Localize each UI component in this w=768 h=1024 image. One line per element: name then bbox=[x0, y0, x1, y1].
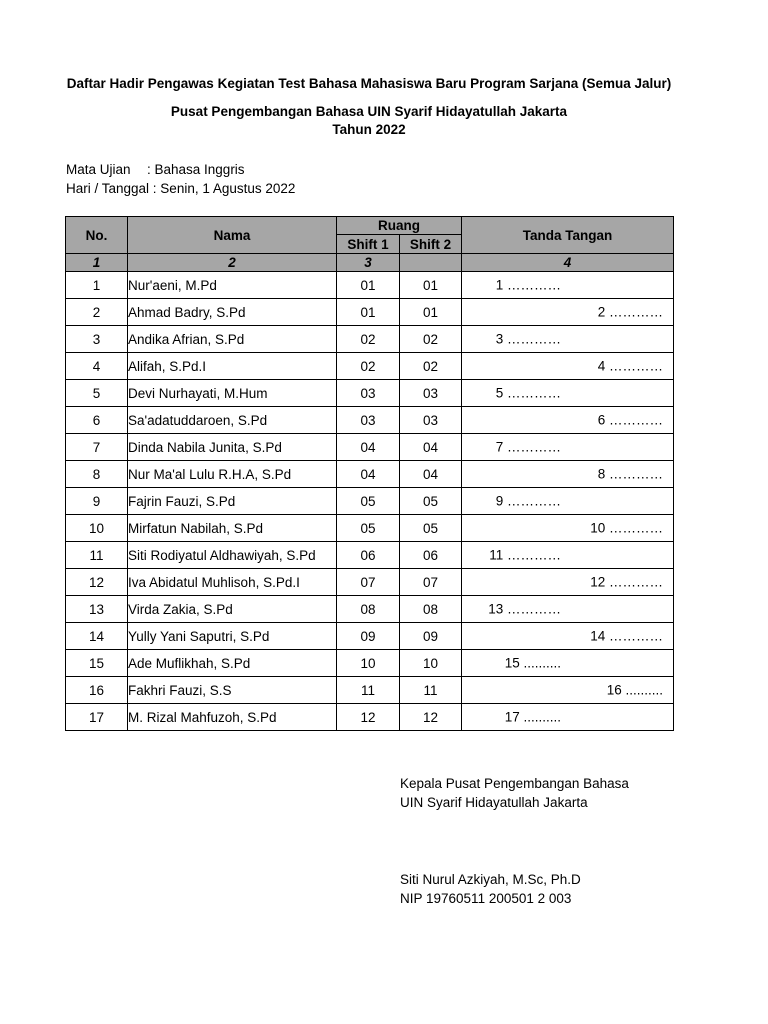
cell-no: 13 bbox=[66, 596, 128, 623]
cell-signature bbox=[462, 569, 674, 596]
signature-slot: 16 .......... bbox=[606, 682, 663, 698]
cell-signature bbox=[462, 650, 674, 677]
cell-no: 1 bbox=[66, 272, 128, 299]
cell-shift2: 03 bbox=[400, 380, 462, 407]
cell-no: 12 bbox=[66, 569, 128, 596]
cell-shift1: 01 bbox=[337, 272, 400, 299]
signature-slot: 4 ………… bbox=[597, 358, 663, 374]
closing-position: Kepala Pusat Pengembangan Bahasa bbox=[400, 776, 629, 791]
cell-shift1: 11 bbox=[337, 677, 400, 704]
cell-signature bbox=[462, 461, 674, 488]
table-row bbox=[66, 677, 674, 704]
cell-shift2: 12 bbox=[400, 704, 462, 731]
cell-shift2: 01 bbox=[400, 299, 462, 326]
signature-slot: 17 .......... bbox=[504, 709, 561, 725]
cell-shift1: 06 bbox=[337, 542, 400, 569]
table-row bbox=[66, 272, 674, 299]
signature-slot: 7 ………… bbox=[495, 439, 561, 455]
cell-shift1: 03 bbox=[337, 407, 400, 434]
cell-shift2: 06 bbox=[400, 542, 462, 569]
cell-no: 2 bbox=[66, 299, 128, 326]
column-number: 1 bbox=[66, 254, 128, 272]
attendance-table bbox=[65, 216, 674, 731]
signature-slot: 2 ………… bbox=[597, 304, 663, 320]
table-row bbox=[66, 299, 674, 326]
cell-signature bbox=[462, 272, 674, 299]
cell-nama: Fajrin Fauzi, S.Pd bbox=[128, 488, 337, 515]
cell-signature bbox=[462, 353, 674, 380]
cell-signature bbox=[462, 677, 674, 704]
cell-no: 6 bbox=[66, 407, 128, 434]
cell-no: 17 bbox=[66, 704, 128, 731]
cell-shift1: 02 bbox=[337, 353, 400, 380]
cell-nama: Iva Abidatul Muhlisoh, S.Pd.I bbox=[128, 569, 337, 596]
cell-signature bbox=[462, 515, 674, 542]
cell-shift2: 11 bbox=[400, 677, 462, 704]
cell-shift1: 05 bbox=[337, 515, 400, 542]
cell-shift1: 10 bbox=[337, 650, 400, 677]
cell-signature bbox=[462, 542, 674, 569]
cell-shift2: 07 bbox=[400, 569, 462, 596]
cell-nama: Alifah, S.Pd.I bbox=[128, 353, 337, 380]
signature-slot: 6 ………… bbox=[597, 412, 663, 428]
cell-shift1: 01 bbox=[337, 299, 400, 326]
cell-nama: Ade Muflikhah, S.Pd bbox=[128, 650, 337, 677]
table-row bbox=[66, 704, 674, 731]
cell-shift1: 09 bbox=[337, 623, 400, 650]
signature-slot: 9 ………… bbox=[495, 493, 561, 509]
cell-nama: Yully Yani Saputri, S.Pd bbox=[128, 623, 337, 650]
cell-shift2: 01 bbox=[400, 272, 462, 299]
closing-institution: UIN Syarif Hidayatullah Jakarta bbox=[400, 795, 588, 810]
year-title: Tahun 2022 bbox=[332, 122, 406, 137]
signature-slot: 13 ………… bbox=[488, 601, 561, 617]
table-row bbox=[66, 569, 674, 596]
table-row bbox=[66, 326, 674, 353]
cell-no: 4 bbox=[66, 353, 128, 380]
cell-signature bbox=[462, 488, 674, 515]
signature-slot: 5 ………… bbox=[495, 385, 561, 401]
subject-value: : Bahasa Inggris bbox=[147, 162, 245, 177]
table-row bbox=[66, 515, 674, 542]
table-row bbox=[66, 407, 674, 434]
signature-slot: 1 ………… bbox=[495, 277, 561, 293]
cell-no: 11 bbox=[66, 542, 128, 569]
signatory-nip: NIP 19760511 200501 2 003 bbox=[400, 891, 572, 906]
signature-slot: 8 ………… bbox=[597, 466, 663, 482]
header-shift2: Shift 2 bbox=[400, 235, 462, 254]
table-row bbox=[66, 596, 674, 623]
cell-no: 9 bbox=[66, 488, 128, 515]
cell-signature bbox=[462, 434, 674, 461]
cell-nama: Virda Zakia, S.Pd bbox=[128, 596, 337, 623]
cell-shift2: 10 bbox=[400, 650, 462, 677]
cell-nama: M. Rizal Mahfuzoh, S.Pd bbox=[128, 704, 337, 731]
cell-shift2: 02 bbox=[400, 353, 462, 380]
signature-slot: 3 ………… bbox=[495, 331, 561, 347]
cell-signature bbox=[462, 704, 674, 731]
cell-nama: Sa'adatuddaroen, S.Pd bbox=[128, 407, 337, 434]
signature-slot: 14 ………… bbox=[590, 628, 663, 644]
cell-nama: Fakhri Fauzi, S.S bbox=[128, 677, 337, 704]
cell-signature bbox=[462, 407, 674, 434]
header-tanda-tangan: Tanda Tangan bbox=[462, 217, 674, 254]
table-row bbox=[66, 353, 674, 380]
table-row bbox=[66, 650, 674, 677]
document-title: Daftar Hadir Pengawas Kegiatan Test Bahasa Mahasiswa Baru Program Sarjana (Semua Jalur) bbox=[66, 76, 672, 91]
cell-no: 14 bbox=[66, 623, 128, 650]
cell-shift1: 04 bbox=[337, 461, 400, 488]
cell-shift1: 02 bbox=[337, 326, 400, 353]
cell-no: 10 bbox=[66, 515, 128, 542]
header-shift1: Shift 1 bbox=[337, 235, 400, 254]
signature-slot: 15 .......... bbox=[504, 655, 561, 671]
subject-line bbox=[66, 162, 245, 177]
cell-nama: Devi Nurhayati, M.Hum bbox=[128, 380, 337, 407]
signature-slot: 10 ………… bbox=[590, 520, 663, 536]
column-number-row bbox=[66, 254, 674, 272]
cell-shift2: 05 bbox=[400, 488, 462, 515]
cell-nama: Nur'aeni, M.Pd bbox=[128, 272, 337, 299]
header-no: No. bbox=[66, 217, 128, 254]
cell-shift2: 03 bbox=[400, 407, 462, 434]
cell-nama: Andika Afrian, S.Pd bbox=[128, 326, 337, 353]
column-number: 2 bbox=[128, 254, 337, 272]
table-row bbox=[66, 542, 674, 569]
table-row bbox=[66, 380, 674, 407]
cell-shift1: 08 bbox=[337, 596, 400, 623]
cell-shift2: 09 bbox=[400, 623, 462, 650]
cell-nama: Dinda Nabila Junita, S.Pd bbox=[128, 434, 337, 461]
signature-slot: 12 ………… bbox=[590, 574, 663, 590]
table-row bbox=[66, 461, 674, 488]
cell-no: 15 bbox=[66, 650, 128, 677]
cell-no: 16 bbox=[66, 677, 128, 704]
cell-nama: Siti Rodiyatul Aldhawiyah, S.Pd bbox=[128, 542, 337, 569]
column-number: 3 bbox=[337, 254, 400, 272]
cell-no: 5 bbox=[66, 380, 128, 407]
cell-shift1: 03 bbox=[337, 380, 400, 407]
table-row bbox=[66, 488, 674, 515]
cell-nama: Mirfatun Nabilah, S.Pd bbox=[128, 515, 337, 542]
cell-signature bbox=[462, 596, 674, 623]
cell-shift2: 05 bbox=[400, 515, 462, 542]
cell-shift2: 04 bbox=[400, 461, 462, 488]
cell-shift2: 04 bbox=[400, 434, 462, 461]
institution-title: Pusat Pengembangan Bahasa UIN Syarif Hidayatullah Jakarta bbox=[170, 104, 568, 119]
header-nama: Nama bbox=[128, 217, 337, 254]
cell-signature bbox=[462, 623, 674, 650]
signature-slot: 11 ………… bbox=[489, 547, 561, 563]
cell-shift2: 08 bbox=[400, 596, 462, 623]
signatory-name: Siti Nurul Azkiyah, M.Sc, Ph.D bbox=[400, 872, 581, 887]
cell-shift1: 05 bbox=[337, 488, 400, 515]
cell-signature bbox=[462, 299, 674, 326]
cell-no: 7 bbox=[66, 434, 128, 461]
cell-no: 3 bbox=[66, 326, 128, 353]
header-ruang: Ruang bbox=[337, 217, 462, 235]
cell-shift2: 02 bbox=[400, 326, 462, 353]
cell-signature bbox=[462, 326, 674, 353]
table-row bbox=[66, 623, 674, 650]
cell-shift1: 12 bbox=[337, 704, 400, 731]
column-number bbox=[400, 254, 462, 272]
subject-label: Mata Ujian bbox=[66, 162, 131, 177]
cell-nama: Nur Ma'al Lulu R.H.A, S.Pd bbox=[128, 461, 337, 488]
cell-shift1: 07 bbox=[337, 569, 400, 596]
cell-shift1: 04 bbox=[337, 434, 400, 461]
date-line: Hari / Tanggal : Senin, 1 Agustus 2022 bbox=[66, 181, 296, 196]
cell-no: 8 bbox=[66, 461, 128, 488]
cell-nama: Ahmad Badry, S.Pd bbox=[128, 299, 337, 326]
cell-signature bbox=[462, 380, 674, 407]
table-row bbox=[66, 434, 674, 461]
column-number: 4 bbox=[462, 254, 674, 272]
